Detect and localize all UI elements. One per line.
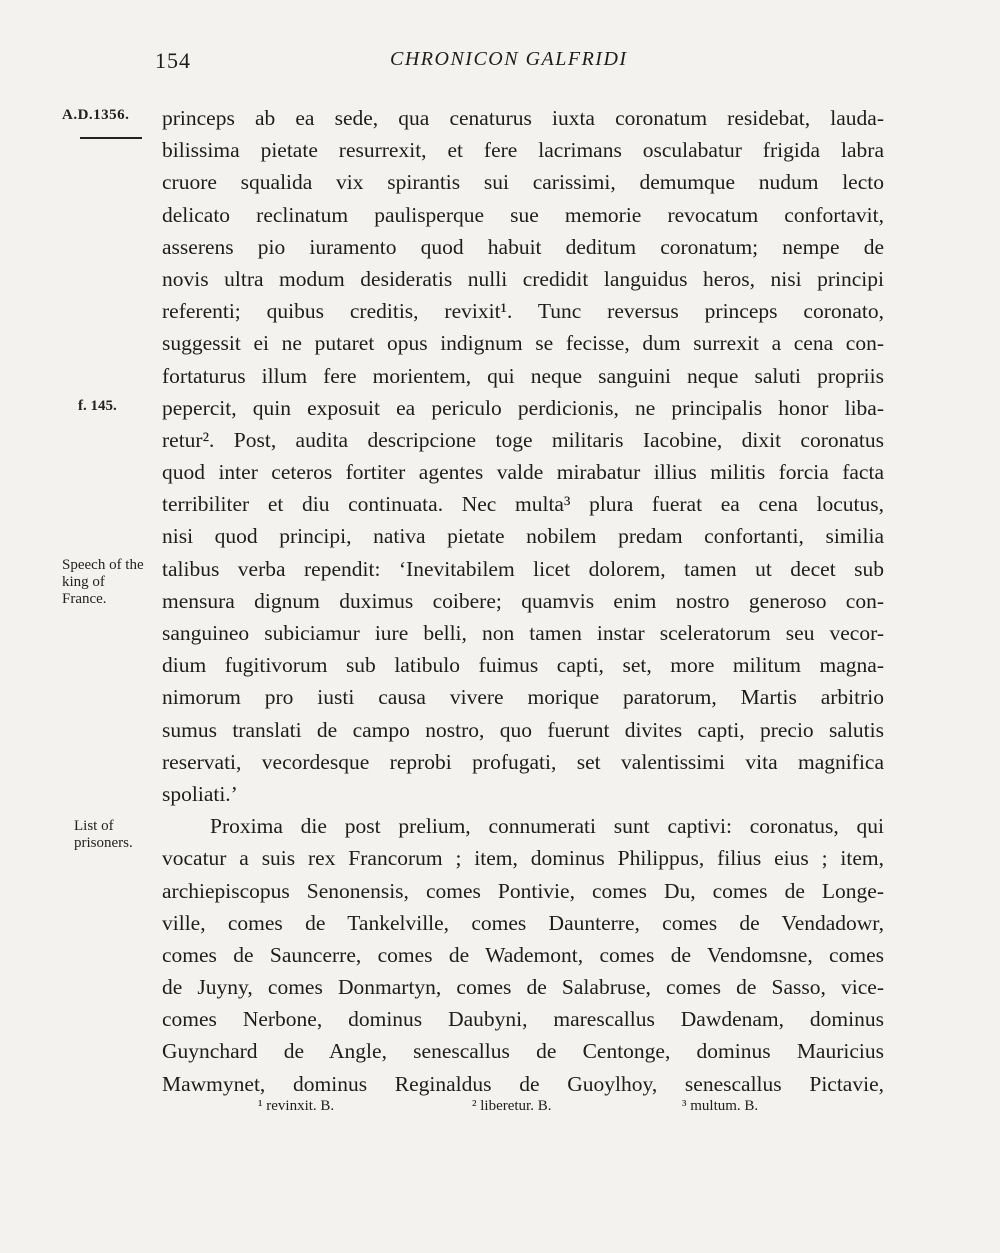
- margin-note-year: A.D.1356.: [62, 107, 130, 123]
- text-line: nimorum pro iusti causa vivere morique paratorum, Martis arbitrio: [162, 685, 884, 710]
- text-line: de Juyny, comes Donmartyn, comes de Salabruse, comes de Sasso, vice-: [162, 975, 884, 1000]
- text-line: suggessit ei ne putaret opus indignum se fecisse, dum surrexit a cena con-: [162, 331, 884, 356]
- text-line: sanguineo subiciamur iure belli, non tamen instar sceleratorum seu vecor-: [162, 621, 884, 645]
- text-line: asserens pio iuramento quod habuit deditum coronatum; nempe de: [162, 234, 884, 259]
- running-head: CHRONICON GALFRIDI: [390, 48, 628, 70]
- text-line: sumus translati de campo nostro, quo fuerunt divites capti, precio salutis: [162, 717, 884, 742]
- margin-note-speech: Speech of the king of France.: [62, 557, 144, 607]
- text-line: cruore squalida vix spirantis sui carissimi, demumque nudum lecto: [162, 170, 884, 195]
- text-line: dium fugitivorum sub latibulo fuimus capti, set, more militum magna-: [162, 653, 884, 678]
- text-line: spoliati.’: [162, 781, 238, 806]
- page-number: 154: [155, 48, 191, 73]
- text-line: fortaturus illum fere morientem, qui neque sanguini neque saluti propriis: [162, 363, 884, 388]
- text-line: archiepiscopus Senonensis, comes Pontivie, comes Du, comes de Longe-: [162, 878, 884, 903]
- text-line: comes de Sauncerre, comes de Wademont, comes de Vendomsne, comes: [162, 942, 884, 967]
- margin-note-list: List of prisoners.: [74, 818, 133, 851]
- text-line: pepercit, quin exposuit ea periculo perdicionis, ne principalis honor liba-: [162, 395, 884, 420]
- text-line: vocatur a suis rex Francorum ; item, dominus Philippus, filius eius ; item,: [162, 846, 884, 871]
- footnote: ¹ revinxit. B.: [258, 1098, 335, 1114]
- text-line: mensura dignum duximus coibere; quamvis enim nostro generoso con-: [162, 588, 884, 613]
- margin-note-folio: f. 145.: [78, 398, 117, 414]
- text-line: Proxima die post prelium, connumerati sunt captivi: coronatus, qui: [210, 814, 884, 839]
- text-line: delicato reclinatum paulisperque sue memorie revocatum confortavit,: [162, 202, 884, 227]
- footnote: ² liberetur. B.: [472, 1098, 552, 1114]
- text-line: ville, comes de Tankelville, comes Daunterre, comes de Vendadowr,: [162, 910, 884, 935]
- text-line: comes Nerbone, dominus Daubyni, marescallus Dawdenam, dominus: [162, 1007, 884, 1032]
- footnote: ³ multum. B.: [682, 1098, 759, 1114]
- text-line: Guynchard de Angle, senescallus de Centonge, dominus Mauricius: [162, 1039, 884, 1064]
- text-line: reservati, vecordesque reprobi profugati, set valentissimi vita magnifica: [162, 749, 884, 774]
- text-line: novis ultra modum desideratis nulli credidit languidus heros, nisi principi: [162, 266, 884, 291]
- margin-rule: [80, 137, 142, 139]
- text-line: princeps ab ea sede, qua cenaturus iuxta coronatum residebat, lauda-: [162, 106, 884, 130]
- text-line: terribiliter et diu continuata. Nec multa³ plura fuerat ea cena locutus,: [162, 492, 884, 517]
- text-line: talibus verba rependit: ‘Inevitabilem licet dolorem, tamen ut decet sub: [162, 556, 884, 581]
- text-line: retur². Post, audita descripcione toge militaris Iacobine, dixit coronatus: [162, 427, 884, 452]
- text-line: bilissima pietate resurrexit, et fere lacrimans osculabatur frigida labra: [162, 138, 884, 163]
- text-line: referenti; quibus creditis, revixit¹. Tunc reversus princeps coronato,: [162, 299, 884, 324]
- body-text: [162, 102, 884, 1100]
- text-line: Mawmynet, dominus Reginaldus de Guoylhoy, senescallus Pictavie,: [162, 1071, 884, 1096]
- text-line: nisi quod principi, nativa pietate nobilem predam confortanti, similia: [162, 524, 884, 549]
- text-line: quod inter ceteros fortiter agentes valde mirabatur illius militis forcia facta: [162, 460, 884, 485]
